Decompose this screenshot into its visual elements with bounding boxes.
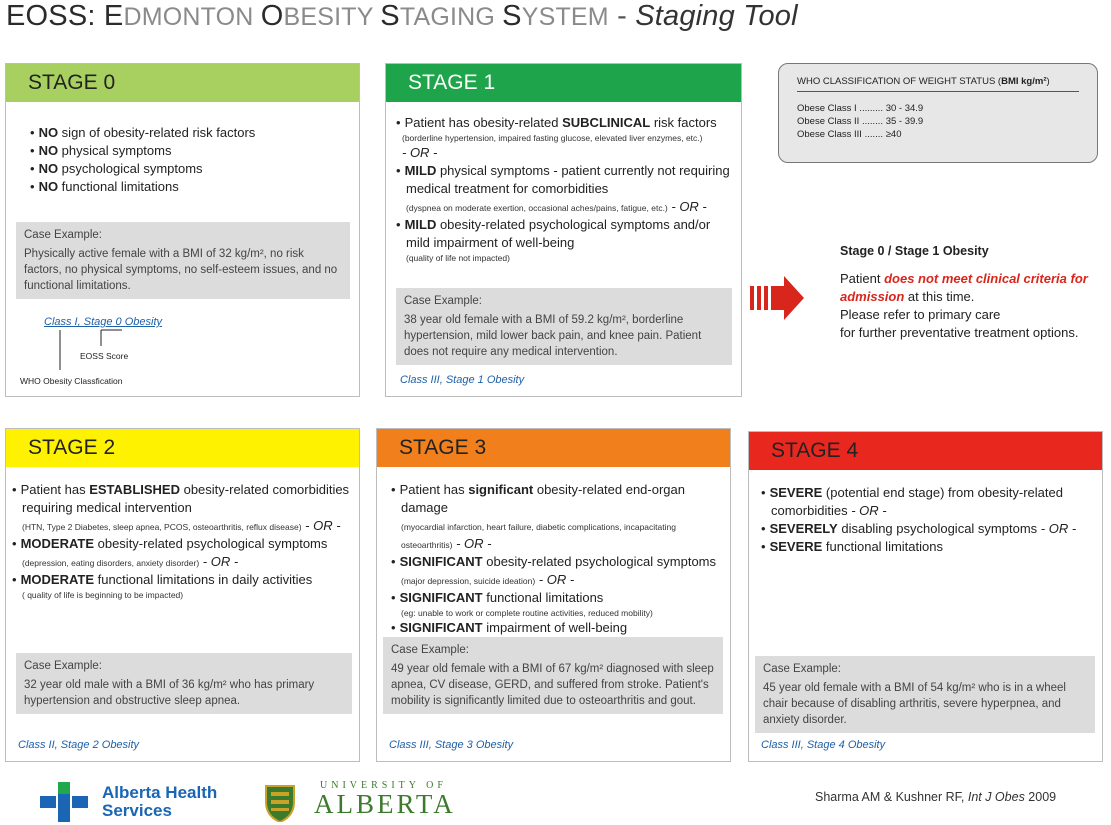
title-letter: S (380, 0, 400, 32)
stage-3-header: STAGE 3 (377, 429, 730, 467)
note-line: for further preventative treatment options. (840, 325, 1079, 340)
ua-alberta: ALBERTA (314, 789, 456, 819)
list-item: • Patient has ESTABLISHED obesity-related comorbidities requiring medical intervention (HTN, Type 2 Diabetes, sleep apnea, PCOS, osteoarthritis, reflux disease) - OR - (10, 481, 351, 535)
stage-2-case-example (16, 653, 352, 714)
stage-1-bullets (394, 114, 733, 264)
stage-1-header: STAGE 1 (386, 64, 741, 102)
case-label: Case Example: (763, 663, 841, 675)
citation: Sharma AM & Kushner RF, Int J Obes 2009 (815, 790, 1057, 804)
title-prefix: EOSS: (6, 0, 104, 32)
stage-1-card (385, 63, 742, 397)
eoss-score-label: EOSS Score (80, 351, 129, 361)
note-line: Please refer to primary care (840, 307, 1001, 322)
who-box-title: WHO CLASSIFICATION OF WEIGHT STATUS (BMI kg/m²) (797, 76, 1079, 92)
stage-4-classification: Class III, Stage 4 Obesity (761, 739, 886, 751)
case-label: Case Example: (404, 295, 482, 307)
stage-2-header: STAGE 2 (6, 429, 359, 467)
title-letter: S (502, 0, 522, 32)
stage-3-card (376, 428, 731, 762)
who-classification-box (778, 63, 1098, 163)
stage-2-bullets (10, 481, 351, 601)
list-item: • NO physical symptoms (28, 142, 351, 160)
title-rest: BESITY (283, 3, 381, 31)
case-label: Case Example: (24, 229, 102, 241)
who-row: Obese Class II ........ 35 - 39.9 (797, 116, 924, 127)
list-item: • NO psychological symptoms (28, 160, 351, 178)
list-item: • SEVERE functional limitations (759, 538, 1094, 556)
stage-3-classification: Class III, Stage 3 Obesity (389, 739, 514, 751)
stage-4-header: STAGE 4 (749, 432, 1102, 470)
title-rest: TAGING (399, 3, 503, 31)
title-letter: O (260, 0, 284, 32)
page-title (6, 0, 798, 33)
stage-2-classification: Class II, Stage 2 Obesity (18, 739, 140, 751)
stage-2-card (5, 428, 360, 762)
note-heading: Stage 0 / Stage 1 Obesity (840, 244, 989, 258)
ua-university-of: UNIVERSITY OF (320, 780, 447, 791)
stage-4-case-example (755, 656, 1095, 733)
ahs-name: Alberta Health Services (102, 783, 218, 820)
list-item: • SIGNIFICANT obesity-related psychological symptoms (major depression, suicide ideation) - OR - (389, 553, 722, 589)
list-item: • SEVERELY disabling psychological symptoms - OR - (759, 520, 1094, 538)
case-text: 38 year old female with a BMI of 59.2 kg/m², borderline hypertension, mild lower back pain, and knee pain. Patient does not require any medical intervention. (404, 314, 702, 358)
list-item: • SEVERE (potential end stage) from obesity-related comorbidities - OR - (759, 484, 1094, 520)
ahs-cross-icon (40, 782, 90, 822)
who-row: Obese Class III ....... ≥40 (797, 129, 902, 140)
eoss-diagram-lines (6, 64, 361, 398)
list-item: • Patient has obesity-related SUBCLINICAL risk factors (borderline hypertension, impaired fasting glucose, elevated liver enzymes, etc.) - OR - (394, 114, 733, 162)
who-row: Obese Class I ......... 30 - 34.9 (797, 103, 924, 114)
stage-0-card (5, 63, 360, 397)
arrow-right-icon (750, 276, 806, 320)
stage-4-bullets (759, 484, 1094, 556)
case-text: 45 year old female with a BMI of 54 kg/m² who is in a wheel chair because of disabling arthritis, severe hyperpnea, and anxiety disorder. (763, 682, 1066, 726)
title-letter: E (103, 0, 124, 32)
title-dash: - (608, 0, 636, 32)
list-item: • MODERATE functional limitations in daily activities ( quality of life is beginning to be impacted) (10, 571, 351, 601)
case-label: Case Example: (391, 644, 469, 656)
stage-1-classification: Class III, Stage 1 Obesity (400, 374, 525, 386)
stage-4-card (748, 431, 1103, 762)
case-text: 49 year old female with a BMI of 67 kg/m² diagnosed with sleep apnea, CV disease, GERD, and suffered from stroke. Patient's mobility is significantly limited due to osteoarthritis and gout. (391, 663, 714, 707)
case-text: 32 year old male with a BMI of 36 kg/m² who has primary hypertension and obstructive sleep apnea. (24, 679, 315, 707)
note-line: Patient does not meet clinical criteria for admission at this time. (840, 271, 1088, 304)
crest-icon (262, 778, 298, 822)
case-label: Case Example: (24, 660, 102, 672)
stage-3-bullets (389, 481, 722, 649)
list-item: • NO functional limitations (28, 178, 351, 196)
list-item: • MODERATE obesity-related psychological symptoms (depression, eating disorders, anxiety disorder) - OR - (10, 535, 351, 571)
stage-0-class-link[interactable]: Class I, Stage 0 Obesity (44, 316, 162, 328)
title-rest: YSTEM (521, 3, 609, 31)
list-item: • Patient has significant obesity-related end-organ damage (myocardial infarction, heart failure, diabetic complications, incapacitating osteoarthritis) - OR - (389, 481, 722, 553)
list-item: • MILD physical symptoms - patient currently not requiring medical treatment for comorbidities (dyspnea on moderate exertion, occasional aches/pains, fatigue, etc.) - OR - (394, 162, 733, 216)
who-classification-label: WHO Obesity Classfication (20, 376, 123, 386)
list-item: • SIGNIFICANT impairment of well-being (389, 619, 722, 649)
stage-1-case-example (396, 288, 732, 365)
title-rest: DMONTON (123, 3, 261, 31)
list-item: • MILD obesity-related psychological symptoms and/or mild impairment of well-being (quality of life not impacted) (394, 216, 733, 264)
stage-0-1-note (840, 242, 1105, 342)
case-text: Physically active female with a BMI of 32 kg/m², no risk factors, no physical symptoms, no self-esteem issues, and no functional limitations. (24, 248, 338, 292)
stage-0-header: STAGE 0 (6, 64, 359, 102)
title-tool: Staging Tool (635, 0, 798, 32)
stage-3-case-example (383, 637, 723, 714)
list-item: • NO sign of obesity-related risk factors (28, 124, 351, 142)
list-item: • SIGNIFICANT functional limitations (eg: unable to work or complete routine activities, reduced mobility) (389, 589, 722, 619)
